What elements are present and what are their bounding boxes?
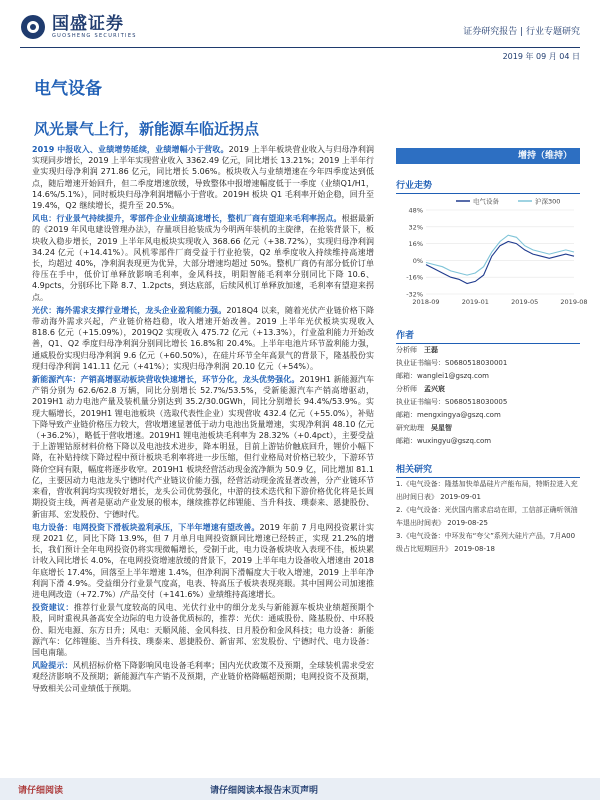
company-name: 国盛证券 [52, 14, 124, 34]
paragraph-lead: 2019 中报收入、业绩增势延续，业绩增幅小于营收。 [32, 145, 229, 154]
company-logo-icon [20, 14, 46, 40]
footer-left-text: 请仔细阅读 [18, 786, 64, 796]
legend-label: 沪深300 [535, 197, 561, 206]
x-tick-label: 2018-09 [412, 298, 440, 306]
paragraph-text: 2018Q4 以来，随着光伏产业链价格下降带动海外需求兴起，产业链价格趋稳，收入增速开始改善。2019 上半年光伏板块实现收入 818.6 亿元（+15.09%），2019Q2 实现收入 475.72 亿元（+13.3%），行业盈利能力开始改善，Q1、Q2 季度归母净利润分别同比增长 16.8%和 20.4%。上半年电池片环节盈利能力强，通威股份实现归母净利润 9.6 亿元（+60.50%），在硅片环节全年高景气的背景下，隆基股份实现归母净利润 141.11 亿元（+41%）；实现归母净利润 20.10 亿元（+54%）。 [32, 305, 374, 371]
report-type: 证券研究报告 | 行业专题研究 [463, 27, 580, 37]
paragraph-lead: 风电：行业景气持续提升，零部件企业业绩高速增长，整机厂商有望迎来毛利率拐点。 [32, 214, 342, 224]
related-section-title: 相关研究 [396, 462, 580, 478]
paragraph-power-equipment [32, 522, 374, 600]
y-tick-label: -32% [406, 290, 423, 299]
company-logo [20, 14, 137, 40]
paragraph-wind [32, 213, 374, 303]
y-tick-label: 0% [412, 256, 423, 265]
trend-section-title: 行业走势 [396, 178, 580, 194]
footer-disclaimer: 请仔细阅读本报告末页声明 [210, 786, 319, 796]
y-tick-label: 32% [408, 223, 423, 232]
paragraph-text: 推荐行业景气度较高的风电、光伏行业中的细分龙头与新能源车板块业绩超预期个股，同时重视具备高安全边际的电力设备优质标的，推荐：光伏：通威股份、隆基股份、中环股份、阳光电源、东方日升；风电：天顺风能、金风科技、日月股份和金风科技；电力设备：新能源汽车：亿纬锂能、当升科技、璞泰来、恩捷股份、新宙邦、宏发股份、宁德时代、电力设备：国电南瑞。 [32, 603, 374, 657]
report-body [32, 144, 374, 696]
x-tick-label: 2019-05 [511, 298, 539, 306]
paragraph-text: 2019 年前 7 月电网投资累计实现 2021 亿，同比下降 13.9%，但 7 月单月电网投资额同比增速已经转正，实现 21.2%的增长，我们预计全年电网投资仍将实现微幅增长，受制于此，电力设备板块收入表现不佳，板块累计收入同比增长 4.0%，在电网投资增速放缓的背景下，2019 上半年电力设备收入增速由 2018 年底增长 17.4%，回落至上半年增速 1.4%，但净利润下滑幅度大于收入增速，2019 上半年净利润下滑 4.9%。受益细分行业景气度高，电表、特高压子板块表现亮眼。其中国网公司加速推进电网改造（+72.7%）/产品交付（+141.6%）业绩维持高速增长。 [32, 522, 375, 599]
author-cert: 执业证书编号：S0680518030005 [396, 398, 508, 406]
rating-badge: 增持（维持） [396, 148, 580, 164]
paragraph-investment [32, 602, 374, 658]
header-divider [20, 47, 580, 48]
footer [0, 778, 600, 800]
related-item[interactable]: 2.《电气设备：光伏国内需求启动在即，工信部正确听领油车退出时间表》 2019-08-25 [396, 506, 578, 527]
company-name-en: GUOSHENG SECURITIES [52, 33, 137, 39]
author-entry: 研究助理 吴星智 [396, 424, 452, 432]
author-name: 吴星智 [431, 424, 452, 432]
page-subtitle: 风光景气上行，新能源车临近拐点 [34, 120, 260, 138]
trend-chart [396, 194, 588, 314]
legend-label: 电气设备 [473, 197, 499, 206]
paragraph-text: 2019 上半年板块营业收入与归母净利润实现同步增长，2019 上半年实现营业收入 3362.49 亿元，同比增长 13.21%；2019 上半年行业实现归母净利润 271.86 亿元，同比增长 5.06%。板块收入与业绩增速在今年四季度达到低点，随后增速开始回升，但二季度增速放缓，导致整体中报增速幅度低于一季度（业绩Q1/H1，14.6%/5.1%），同时板块归母净利润增幅小于营收。2019H 板块 Q1 毛利率开始企稳，回升至 19.4%，Q2 继续增长，提升至 20.5%。 [32, 145, 374, 211]
related-item[interactable]: 3.《电气设备：中环发布“夸父”系列大硅片产品，7月A00级占比短期回升》 2019-08-18 [396, 532, 576, 553]
paragraph-text: 2019H1 新能源汽车产销分别为 62.6/62.8 万辆，同比分别增长 52.7%/53.5%，受新能源汽车产销高增驱动，2019H1 动力电池产量及装机量分别达到 35.2/30.0GWh，同比分别增长 94.4%/53.9%。实现大幅增长，2019H1 锂电池板块（选取代表性企业）实现营收 432.4 亿元（+55.0%），补贴下降导致产业链价格压力较大，营收增速显著低于动力电池出货量增速，实现净利润 48.10 亿元（+36.2%），略低于营收增速。2019H1 锂电池板块毛利率为 28.32%（+0.4pct），主要受益于上游锂钴原材料价格下降以及电池技术进步，降本明显，目前上游钴价触底回升，锂价小幅下降，在补贴持续下降过程中预计板块毛利率将进一步压缩，但行业格局对价格已较少，下游环节降价空间有限，幅度将逐步收窄。2019H1 板块经营活动现金流净额为 50.9 亿，同比增加 81.1 亿，主要因动力电池龙头宁德时代产业链议价能力强，经营活动现金流显著改善，分产业链环节来看，营收利润均实现较好增长，龙头公司优势强化，中游的技术迭代和下游价格优化将是长周期投资主线，两者是驱动产业发展的根本，继续推荐亿纬锂能、当升科技、璞泰来、恩捷股份、新宙邦、宏发股份、宁德时代。 [32, 375, 375, 519]
author-email: 邮箱：mengxingya@gszq.com [396, 411, 501, 419]
paragraph-summary [32, 144, 374, 211]
sidebar [396, 148, 588, 556]
authors-section-title: 作者 [396, 328, 580, 344]
paragraph-text: 风机招标价格下降影响风电设备毛利率；国内光伏政策不及预期，全球装机需求受宏观经济影响不及预期；新能源汽车产销不及预期，产业链价格降幅超预期；电网投资不及预期，导致相关公司业绩低于预期。 [32, 661, 374, 693]
page-title: 电气设备 [34, 79, 102, 99]
paragraph-lead: 投资建议： [32, 603, 74, 613]
paragraph-risk [32, 660, 374, 694]
author-name: 孟兴宸 [424, 385, 445, 393]
paragraph-nev [32, 374, 374, 520]
related-item[interactable]: 1.《电气设备：隆基加快单晶硅片产能布局，特斯拉进入充出时间日表》 2019-09-01 [396, 480, 578, 501]
author-email: 邮箱：wanglei1@gszq.com [396, 372, 489, 380]
related-list [396, 478, 580, 556]
author-entry: 分析师 孟兴宸 [396, 385, 445, 393]
author-list [396, 344, 580, 448]
paragraph-lead: 风险提示： [32, 661, 73, 671]
paragraph-lead: 光伏：海外需求支撑行业增长，龙头企业盈利能力强。 [32, 305, 227, 315]
trend-chart-svg [396, 194, 588, 314]
report-date: 2019 年 09 月 04 日 [502, 52, 580, 61]
paragraph-lead: 电力设备：电网投资下滑板块盈利承压，下半年增速有望改善。 [32, 522, 260, 532]
series-line [426, 235, 574, 275]
y-tick-label: -16% [406, 273, 423, 282]
author-name: 王磊 [424, 346, 438, 354]
paragraph-text: 根据最新的《2019 年风电建设管理办法》，存量项目抢装成为今明两年装机的主旋律，在抢装背景下，板块收入稳步增长，2019 上半年风电板块实现收入 368.66 亿元（+38.72%），实现归母净利润 34.24 亿元（+14.41%）。风机零部件厂商受益于行业抢装，Q2 单季度收入持续维持高速增长，均超过 40%，净利润表现更为优异，大部分增速均超过 50%。整机厂商仍有部分低价订单待压在手中，低价订单释放影响毛利率，金风科技，明阳智能毛利率分别同比下降 10.6、4.9pcts，分别环比下降 8.7、1.2pcts，到达底部，后续风机订单释放加速，毛利率有望迎来拐点。 [32, 214, 375, 302]
author-email: 邮箱：wuxingyu@gszq.com [396, 437, 492, 445]
y-tick-label: 48% [408, 206, 423, 215]
author-entry: 分析师 王磊 [396, 346, 438, 354]
paragraph-pv [32, 305, 374, 372]
x-tick-label: 2019-08 [560, 298, 588, 306]
author-cert: 执业证书编号：S0680518030001 [396, 359, 508, 367]
x-tick-label: 2019-01 [461, 298, 489, 306]
paragraph-lead: 新能源汽车：产销高增驱动板块营收快速增长，环节分化，龙头优势强化。 [32, 375, 300, 385]
y-tick-label: 16% [408, 240, 423, 249]
